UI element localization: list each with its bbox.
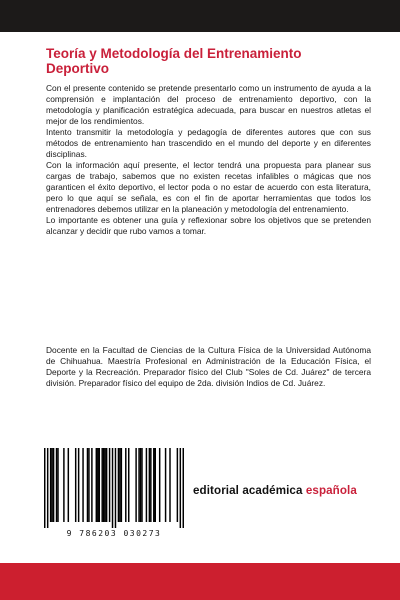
description-paragraph: Intento transmitir la metodología y pedagogía de diferentes autores que con sus métodos de entrenamiento han trascendido en el mundo del deporte y en diferentes disciplinas.	[46, 127, 371, 159]
barcode-bar	[155, 448, 156, 522]
barcode-bar	[140, 448, 141, 522]
description-paragraph: Lo importante es obtener una guía y reflexionar sobre los objetivos que se pretenden alcanzar y decidir que rubo vamos a tomar.	[46, 215, 371, 236]
description-paragraph: Con la información aquí presente, el lector tendrá una propuesta para planear sus cargas de trabajo, sabemos que no existen recetas infalibles o mágicas que nos garanticen el éxito deportivo, el lector poda o no estar de acuerdo con esta literatura, pero lo que aquí se señala, es con el fin de aportar herramientas que todos los entrenadores debemos utilizar en la planeación y metodología del entrenamiento.	[46, 160, 371, 214]
description-paragraph: Con el presente contenido se pretende presentarlo como un instrumento de ayuda a la comprensión e implantación del proceso de entrenamiento deportivo, con la metodología y planificación estratégica adecuada, para buscar en nuestros atletas el mejor de los rendimientos.	[46, 83, 371, 126]
barcode-bar	[112, 448, 113, 528]
barcode-bar	[165, 448, 166, 522]
barcode-bar	[138, 448, 139, 522]
barcode-bar	[57, 448, 58, 522]
barcode-bar	[91, 448, 92, 522]
barcode-bar	[180, 448, 181, 528]
barcode-bar	[109, 448, 110, 522]
publisher-accent: española	[305, 484, 357, 497]
barcode-bar	[75, 448, 76, 522]
barcode-bar	[104, 448, 105, 522]
barcode-bar	[141, 448, 142, 522]
barcode-bar	[78, 448, 79, 522]
barcode-bar	[106, 448, 107, 522]
barcode-bar	[68, 448, 69, 522]
barcode-bar	[53, 448, 54, 522]
barcode-digits: 9 786203 030273	[66, 529, 162, 538]
barcode-bar	[96, 448, 97, 522]
barcode-bar	[99, 448, 100, 522]
publisher-main: editorial académica	[193, 484, 306, 497]
barcode-bar	[135, 448, 136, 522]
barcode-bar	[118, 448, 119, 522]
barcode-bar	[50, 448, 51, 522]
barcode-bar	[101, 448, 102, 522]
barcode-bar	[119, 448, 120, 522]
barcode-bar	[63, 448, 64, 522]
barcode-bar	[121, 448, 122, 522]
top-band	[0, 0, 400, 32]
barcode-bar	[177, 448, 178, 522]
barcode-bar	[88, 448, 89, 522]
barcode-bar	[150, 448, 151, 522]
barcode-bar	[44, 448, 45, 528]
bottom-band	[0, 563, 400, 600]
barcode-bar	[183, 448, 184, 528]
barcode-bar	[153, 448, 154, 522]
barcode-bar	[149, 448, 150, 522]
barcode-bar	[169, 448, 170, 522]
barcode-bar	[159, 448, 160, 522]
barcode-bar	[103, 448, 104, 522]
barcode-bar	[56, 448, 57, 522]
barcode-bar	[128, 448, 129, 522]
barcode-bar	[146, 448, 147, 522]
publisher-name	[193, 484, 383, 497]
isbn-barcode	[44, 448, 184, 540]
barcode-bar	[82, 448, 83, 522]
barcode-bars	[44, 448, 184, 528]
barcode-bar	[87, 448, 88, 522]
book-title: Teoría y Metodología del Entrenamiento Deportivo	[46, 46, 302, 76]
barcode-bar	[125, 448, 126, 522]
barcode-bar	[47, 448, 48, 528]
book-description	[46, 83, 371, 237]
author-bio: Docente en la Facultad de Ciencias de la Cultura Física de la Universidad Autónoma de Chihuahua. Maestría Profesional en Administración de la Educación Física, el Deporte y la Recreación. Preparador físico del Club "Soles de Cd. Juárez" de tercera división. Preparador físico del equipo de 2da. división Indios de Cd. Juárez.	[46, 345, 371, 388]
barcode-bar	[97, 448, 98, 522]
barcode-bar	[115, 448, 116, 528]
barcode-bar	[51, 448, 52, 522]
